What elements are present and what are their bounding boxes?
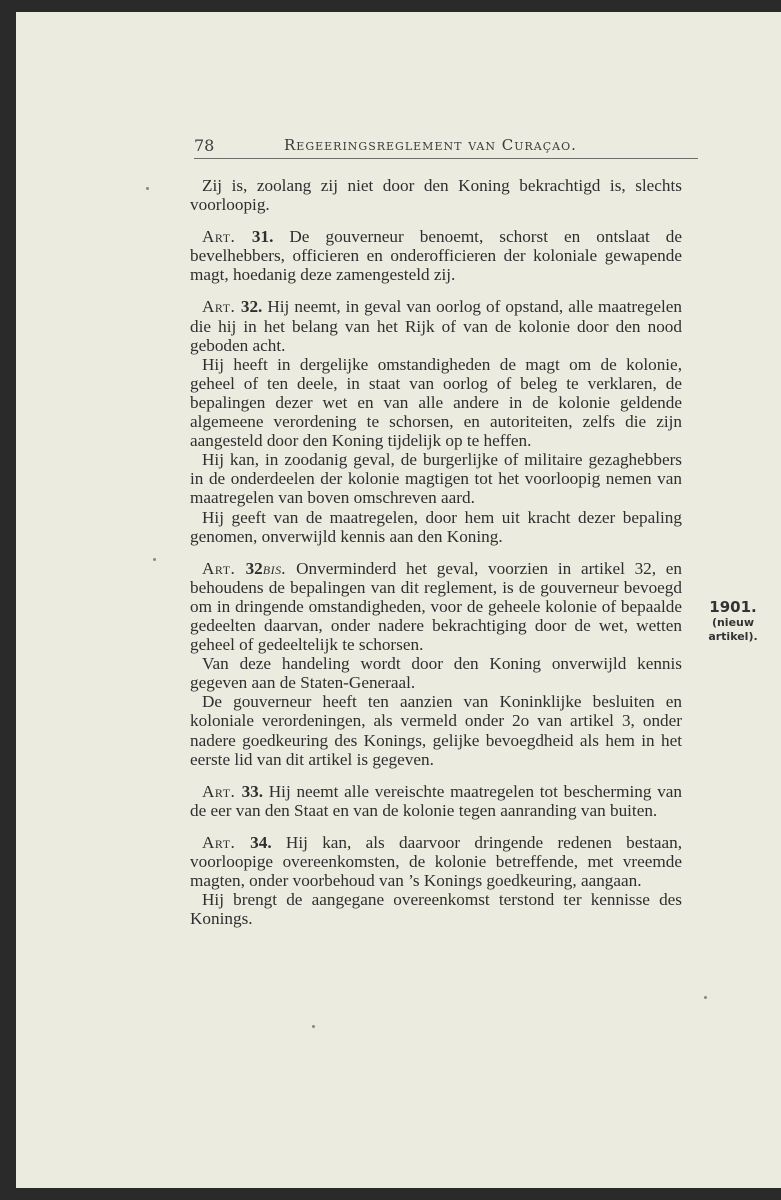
body-text bbox=[190, 176, 682, 928]
running-title: Regeeringsreglement van Curaçao. bbox=[284, 136, 577, 154]
page-number: 78 bbox=[194, 136, 215, 155]
paragraph: Van deze handeling wordt door den Koning onverwijld kennis gegeven aan de Staten-Generaal. bbox=[190, 654, 682, 693]
paragraph: De gouverneur heeft ten aanzien van Koninklijke besluiten en koloniale verordeningen, als vermeld onder 2o van artikel 3, onder nadere goedkeuring des Konings, gelijke bevoegdheid als hem in het eerste lid van dit artikel is gegeven. bbox=[190, 692, 682, 769]
paragraph: Hij brengt de aangegane overeenkomst terstond ter kennisse des Konings. bbox=[190, 890, 682, 929]
speck bbox=[704, 996, 707, 999]
paragraph: Zij is, zoolang zij niet door den Koning bekrachtigd is, slechts voorloopig. bbox=[190, 176, 682, 215]
article-label: Art. 32bis. bbox=[202, 558, 287, 578]
paragraph: Hij heeft in dergelijke omstandigheden de magt om de kolonie, geheel of ten deele, in staat van oorlog of beleg te verklaren, de bepalingen dezer wet en van alle andere in de kolonie geldende algemeene verordening te schorsen, en autoriteiten, zelfs die zijn aangesteld door den Koning tijdelijk op te heffen. bbox=[190, 354, 682, 451]
margin-note bbox=[702, 598, 764, 644]
article-31: Art. 31. De gouverneur benoemt, schorst en ontslaat de bevelhebbers, officieren en onderofficieren der koloniale gewapende magt, hoedanig deze zamengesteld zij. bbox=[190, 227, 683, 285]
article-label: Art. 33. bbox=[202, 781, 264, 801]
article-34: Art. 34. Hij kan, als daarvoor dringende redenen bestaan, voorloopige overeenkomsten, de kolonie betreffende, met vreemde magten, onder voorbehoud van ’s Konings goedkeuring, aangaan. bbox=[190, 832, 682, 891]
article-32bis: Art. 32bis. Onverminderd het geval, voorzien in artikel 32, en behoudens de bepalingen van dit reglement, is de gouverneur bevoegd om in dringende omstandigheden, voor de geheele kolonie of bepaalde gedeelten daarvan, onder nadere bekrachtiging door de wet, wetten geheel of gedeeltelijk te schorsen. bbox=[190, 558, 683, 655]
article-33: Art. 33. Hij neemt alle vereischte maatregelen tot bescherming van de eer van den Staat en van de kolonie tegen aanranding van buiten. bbox=[190, 781, 683, 820]
article-label: Art. 31. bbox=[202, 227, 274, 247]
article-label: Art. 32. bbox=[202, 297, 263, 317]
margin-note-line: (nieuw bbox=[711, 616, 755, 629]
paragraph: Hij geeft van de maatregelen, door hem uit kracht dezer bepaling genomen, onverwijld kennis aan den Koning. bbox=[190, 507, 682, 546]
running-header bbox=[194, 136, 698, 159]
margin-note-line: artikel). bbox=[708, 630, 758, 643]
article-label: Art. 34. bbox=[202, 832, 272, 852]
speck bbox=[153, 558, 156, 561]
article-32: Art. 32. Hij neemt, in geval van oorlog of opstand, alle maatregelen die hij in het belang van het Rijk of van de kolonie door den nood geboden acht. bbox=[190, 297, 682, 355]
margin-note-year: 1901. bbox=[709, 598, 757, 616]
speck bbox=[312, 1025, 315, 1028]
speck bbox=[146, 187, 149, 190]
paragraph: Hij kan, in zoodanig geval, de burgerlijke of militaire gezaghebbers in de onderdeelen der kolonie magtigen tot het voorloopig nemen van maatregelen van boven omschreven aard. bbox=[190, 450, 682, 508]
